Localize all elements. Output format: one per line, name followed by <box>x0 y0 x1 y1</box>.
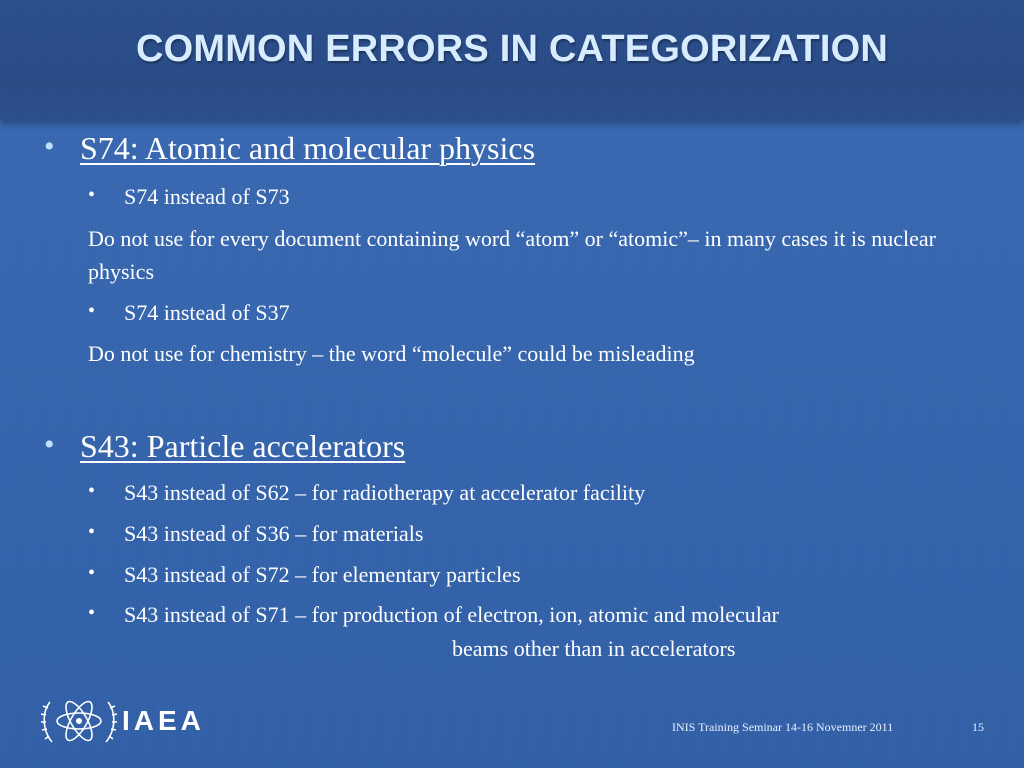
sub-bullet-marker: • <box>88 602 96 624</box>
iaea-logo-text: IAEA <box>122 705 205 736</box>
section-heading-s43[interactable]: S43: Particle accelerators <box>80 428 406 464</box>
slide-title: COMMON ERRORS IN CATEGORIZATION <box>135 28 889 70</box>
sub-item: S43 instead of S62 – for radiotherapy at accelerator facility <box>124 480 646 505</box>
note-text: Do not use for chemistry – the word “molecule” could be misleading <box>88 341 695 366</box>
sub-bullet-marker: • <box>88 184 96 206</box>
sub-item: S43 instead of S36 – for materials <box>124 521 424 546</box>
section-heading-s74[interactable]: S74: Atomic and molecular physics <box>80 130 536 166</box>
page-number: 15 <box>972 720 984 734</box>
sub-item: S74 instead of S73 <box>124 184 290 209</box>
sub-bullet-marker: • <box>88 480 96 502</box>
sub-item: S74 instead of S37 <box>124 300 290 325</box>
sub-bullet-marker: • <box>88 521 96 543</box>
sub-item: S43 instead of S71 – for production of electron, ion, atomic and molecular <box>124 602 779 627</box>
sub-item-continuation: beams other than in accelerators <box>452 636 736 661</box>
note-text: Do not use for every document containing word “atom” or “atomic”– in many cases it is nuclear physics <box>88 226 936 284</box>
sub-bullet-marker: • <box>88 562 96 584</box>
bullet-marker: • <box>44 428 55 461</box>
sub-item: S43 instead of S72 – for elementary particles <box>124 562 521 587</box>
bullet-marker: • <box>44 130 55 163</box>
footer-seminar: INIS Training Seminar 14-16 Novemner 2011 <box>672 720 894 734</box>
title-bar <box>0 0 1024 120</box>
sub-bullet-marker: • <box>88 300 96 322</box>
